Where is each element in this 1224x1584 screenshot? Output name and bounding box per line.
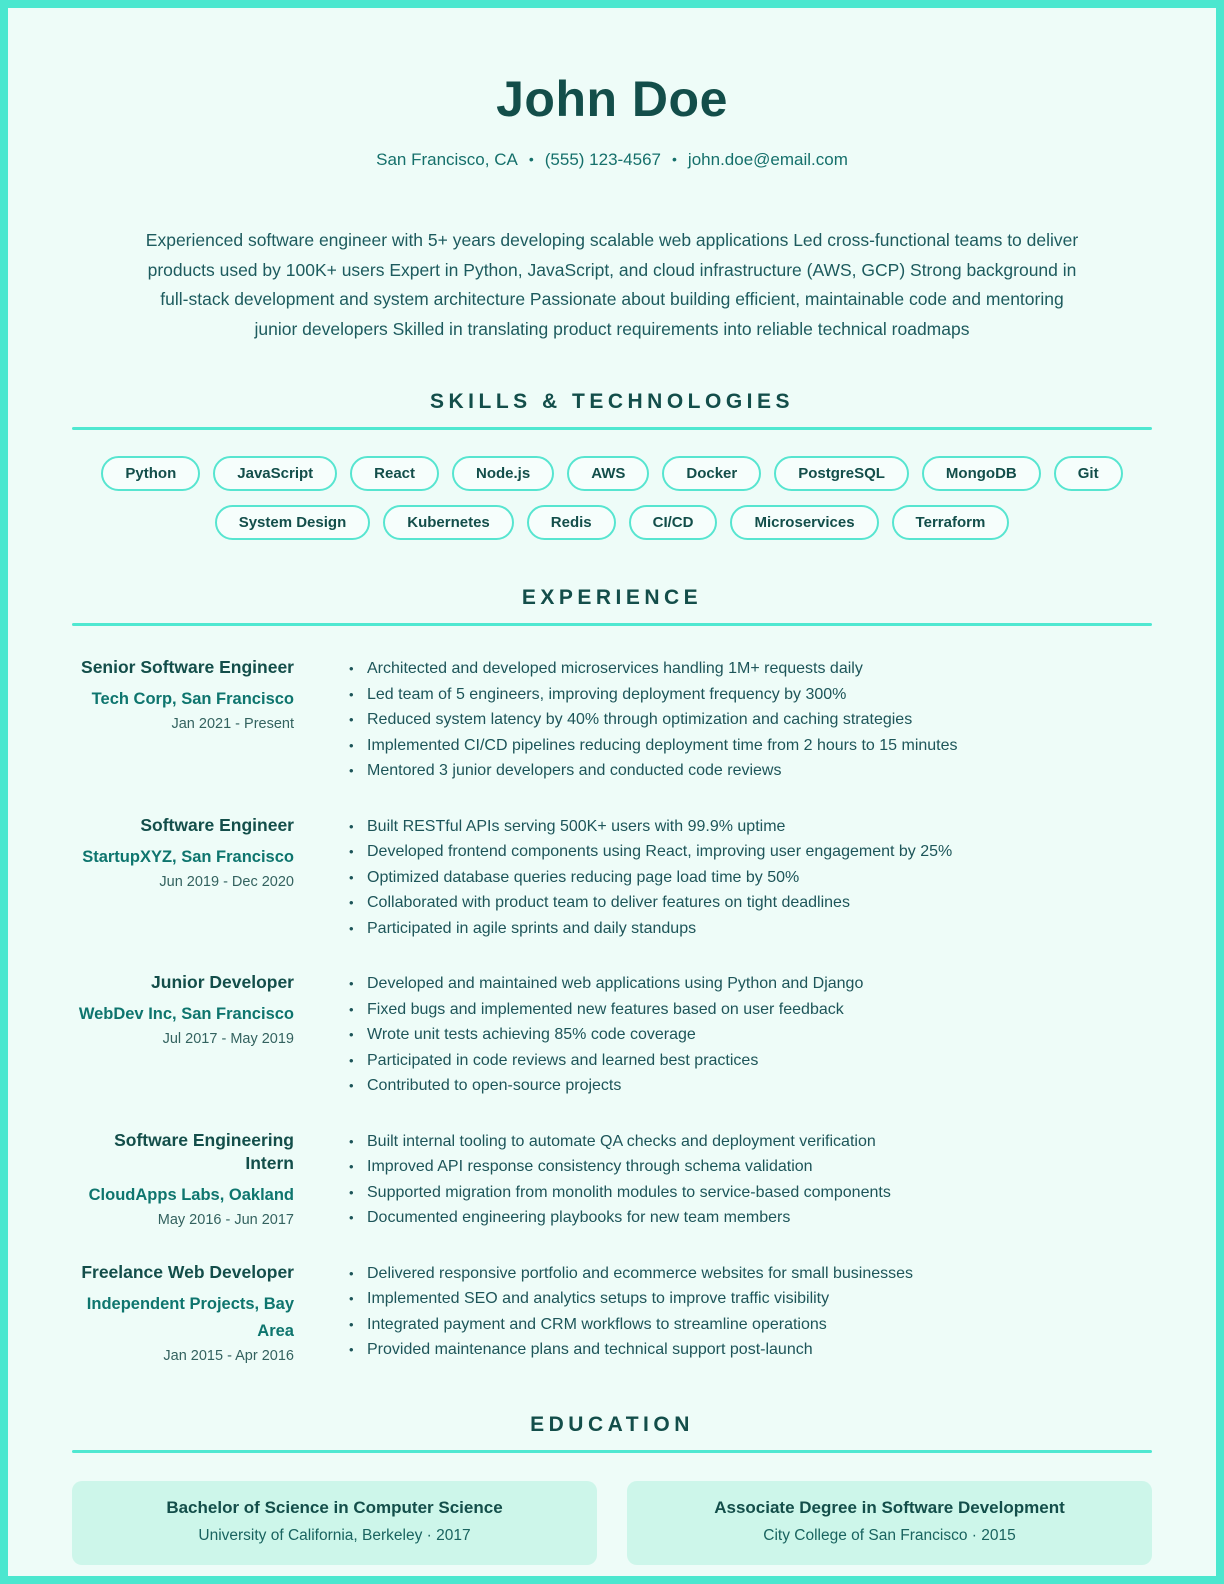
education-degree: Associate Degree in Software Development: [714, 1497, 1065, 1517]
job-bullet: • Contributed to open-source projects: [346, 1073, 1152, 1099]
skill-pill: Node.js: [452, 456, 554, 491]
contact-separator: •: [672, 151, 677, 167]
job-dates: Jul 2017 - May 2019: [162, 1031, 294, 1047]
job-title: Software Engineering Intern: [114, 1129, 294, 1173]
job-dates: Jun 2019 - Dec 2020: [159, 873, 294, 890]
job-bullet: • Wrote unit tests achieving 85% code coverage: [346, 1022, 1152, 1048]
education-section-title: EDUCATION: [530, 1412, 694, 1436]
skill-pill: Python: [101, 456, 200, 491]
skill-pill: Redis: [527, 505, 616, 540]
job-company: Tech Corp, San Francisco: [91, 690, 294, 708]
job-bullet: • Implemented CI/CD pipelines reducing deployment time from 2 hours to 15 minutes: [346, 733, 1152, 759]
skill-pill: PostgreSQL: [774, 456, 909, 491]
section-divider: [72, 427, 1152, 430]
job-bullet: • Delivered responsive portfolio and ecommerce websites for small businesses: [346, 1261, 1152, 1287]
skills-section: [72, 390, 1152, 540]
job-bullet: • Developed and maintained web applications using Python and Django: [346, 971, 1152, 997]
job-dates: Jan 2021 - Present: [171, 716, 294, 732]
job-meta: [72, 1129, 294, 1231]
education-school: University of California, Berkeley · 2017: [198, 1526, 471, 1544]
skill-pill: Git: [1054, 456, 1123, 491]
job-meta: [72, 814, 294, 942]
skill-pill: Microservices: [730, 505, 878, 540]
job-bullet: • Provided maintenance plans and technical support post-launch: [346, 1337, 1152, 1363]
contact-phone: (555) 123-4567: [544, 150, 662, 169]
skill-pill: JavaScript: [213, 456, 337, 491]
job-entry: [72, 656, 1152, 784]
job-company: WebDev Inc, San Francisco: [78, 1005, 294, 1023]
job-entry: [72, 814, 1152, 942]
job-company: Independent Projects, Bay Area: [86, 1294, 294, 1340]
job-bullet: • Led team of 5 engineers, improving deployment frequency by 300%: [346, 682, 1152, 708]
job-bullet-list: [346, 814, 1152, 942]
job-bullet-list: [346, 971, 1152, 1099]
resume-header: [72, 70, 1152, 170]
skill-pill: System Design: [215, 505, 371, 540]
section-divider: [72, 1450, 1152, 1453]
job-bullet: • Architected and developed microservices handling 1M+ requests daily: [346, 656, 1152, 682]
job-bullet: • Improved API response consistency through schema validation: [346, 1154, 1152, 1180]
job-entry: [72, 1261, 1152, 1367]
job-company: CloudApps Labs, Oakland: [88, 1185, 294, 1204]
candidate-name: John Doe: [496, 71, 728, 127]
job-meta: [72, 656, 294, 784]
skills-pill-list: [72, 456, 1152, 540]
job-bullet: • Built internal tooling to automate QA checks and deployment verification: [346, 1129, 1152, 1155]
job-title: Software Engineer: [140, 814, 294, 835]
experience-section: [72, 586, 1152, 1367]
job-bullet-list: [346, 1261, 1152, 1367]
job-bullet: • Reduced system latency by 40% through optimization and caching strategies: [346, 707, 1152, 733]
job-company: StartupXYZ, San Francisco: [82, 847, 294, 866]
contact-line: [72, 150, 1152, 170]
job-bullet: • Documented engineering playbooks for new team members: [346, 1205, 1152, 1231]
job-list: [72, 656, 1152, 1367]
job-title: Freelance Web Developer: [81, 1261, 294, 1282]
job-bullet: • Fixed bugs and implemented new features based on user feedback: [346, 997, 1152, 1023]
skill-pill: React: [350, 456, 439, 491]
job-meta: [72, 971, 294, 1099]
job-dates: Jan 2015 - Apr 2016: [163, 1347, 294, 1364]
job-bullet-list: [346, 1129, 1152, 1231]
skill-pill: Docker: [662, 456, 761, 491]
job-bullet: • Built RESTful APIs serving 500K+ users with 99.9% uptime: [346, 814, 1152, 840]
education-card-list: [72, 1481, 1152, 1565]
education-section: [72, 1413, 1152, 1565]
job-bullet: • Implemented SEO and analytics setups to improve traffic visibility: [346, 1286, 1152, 1312]
education-card: [72, 1481, 597, 1565]
job-bullet: • Participated in agile sprints and daily standups: [346, 916, 1152, 942]
job-entry: [72, 1129, 1152, 1231]
job-title: Junior Developer: [151, 972, 294, 992]
job-entry: [72, 971, 1152, 1099]
summary-paragraph: Experienced software engineer with 5+ years developing scalable web applications Led cross-functional teams to deliver products used by 100K+ users Expert in Python, JavaScript, and cloud infrastructure (AWS, GCP) Strong background in full-stack development and system architecture Passionate about building efficient, maintainable code and mentoring junior developers Skilled in translating product requirements into reliable technical roadmaps: [145, 230, 1079, 339]
job-bullet-list: [346, 656, 1152, 784]
job-bullet: • Integrated payment and CRM workflows to streamline operations: [346, 1312, 1152, 1338]
job-bullet: • Mentored 3 junior developers and conducted code reviews: [346, 758, 1152, 784]
job-bullet: • Participated in code reviews and learned best practices: [346, 1048, 1152, 1074]
skill-pill: Terraform: [892, 505, 1010, 540]
education-school: City College of San Francisco · 2015: [763, 1526, 1016, 1544]
section-divider: [72, 623, 1152, 626]
job-bullet: • Developed frontend components using React, improving user engagement by 25%: [346, 839, 1152, 865]
education-degree: Bachelor of Science in Computer Science: [166, 1497, 503, 1517]
job-bullet: • Collaborated with product team to deliver features on tight deadlines: [346, 890, 1152, 916]
contact-email: john.doe@email.com: [687, 150, 848, 169]
skills-section-title: SKILLS & TECHNOLOGIES: [429, 390, 794, 413]
skill-pill: Kubernetes: [383, 505, 514, 540]
skill-pill: CI/CD: [629, 505, 718, 540]
job-bullet: • Supported migration from monolith modules to service-based components: [346, 1180, 1152, 1206]
experience-section-title: EXPERIENCE: [521, 586, 703, 609]
contact-location: San Francisco, CA: [376, 150, 518, 169]
skill-pill: MongoDB: [922, 456, 1041, 491]
education-card: [627, 1481, 1152, 1565]
job-meta: [72, 1261, 294, 1367]
job-dates: May 2016 - Jun 2017: [157, 1211, 294, 1228]
contact-separator: •: [528, 151, 534, 167]
job-title: Senior Software Engineer: [81, 657, 294, 677]
job-bullet: • Optimized database queries reducing page load time by 50%: [346, 865, 1152, 891]
skill-pill: AWS: [567, 456, 649, 491]
